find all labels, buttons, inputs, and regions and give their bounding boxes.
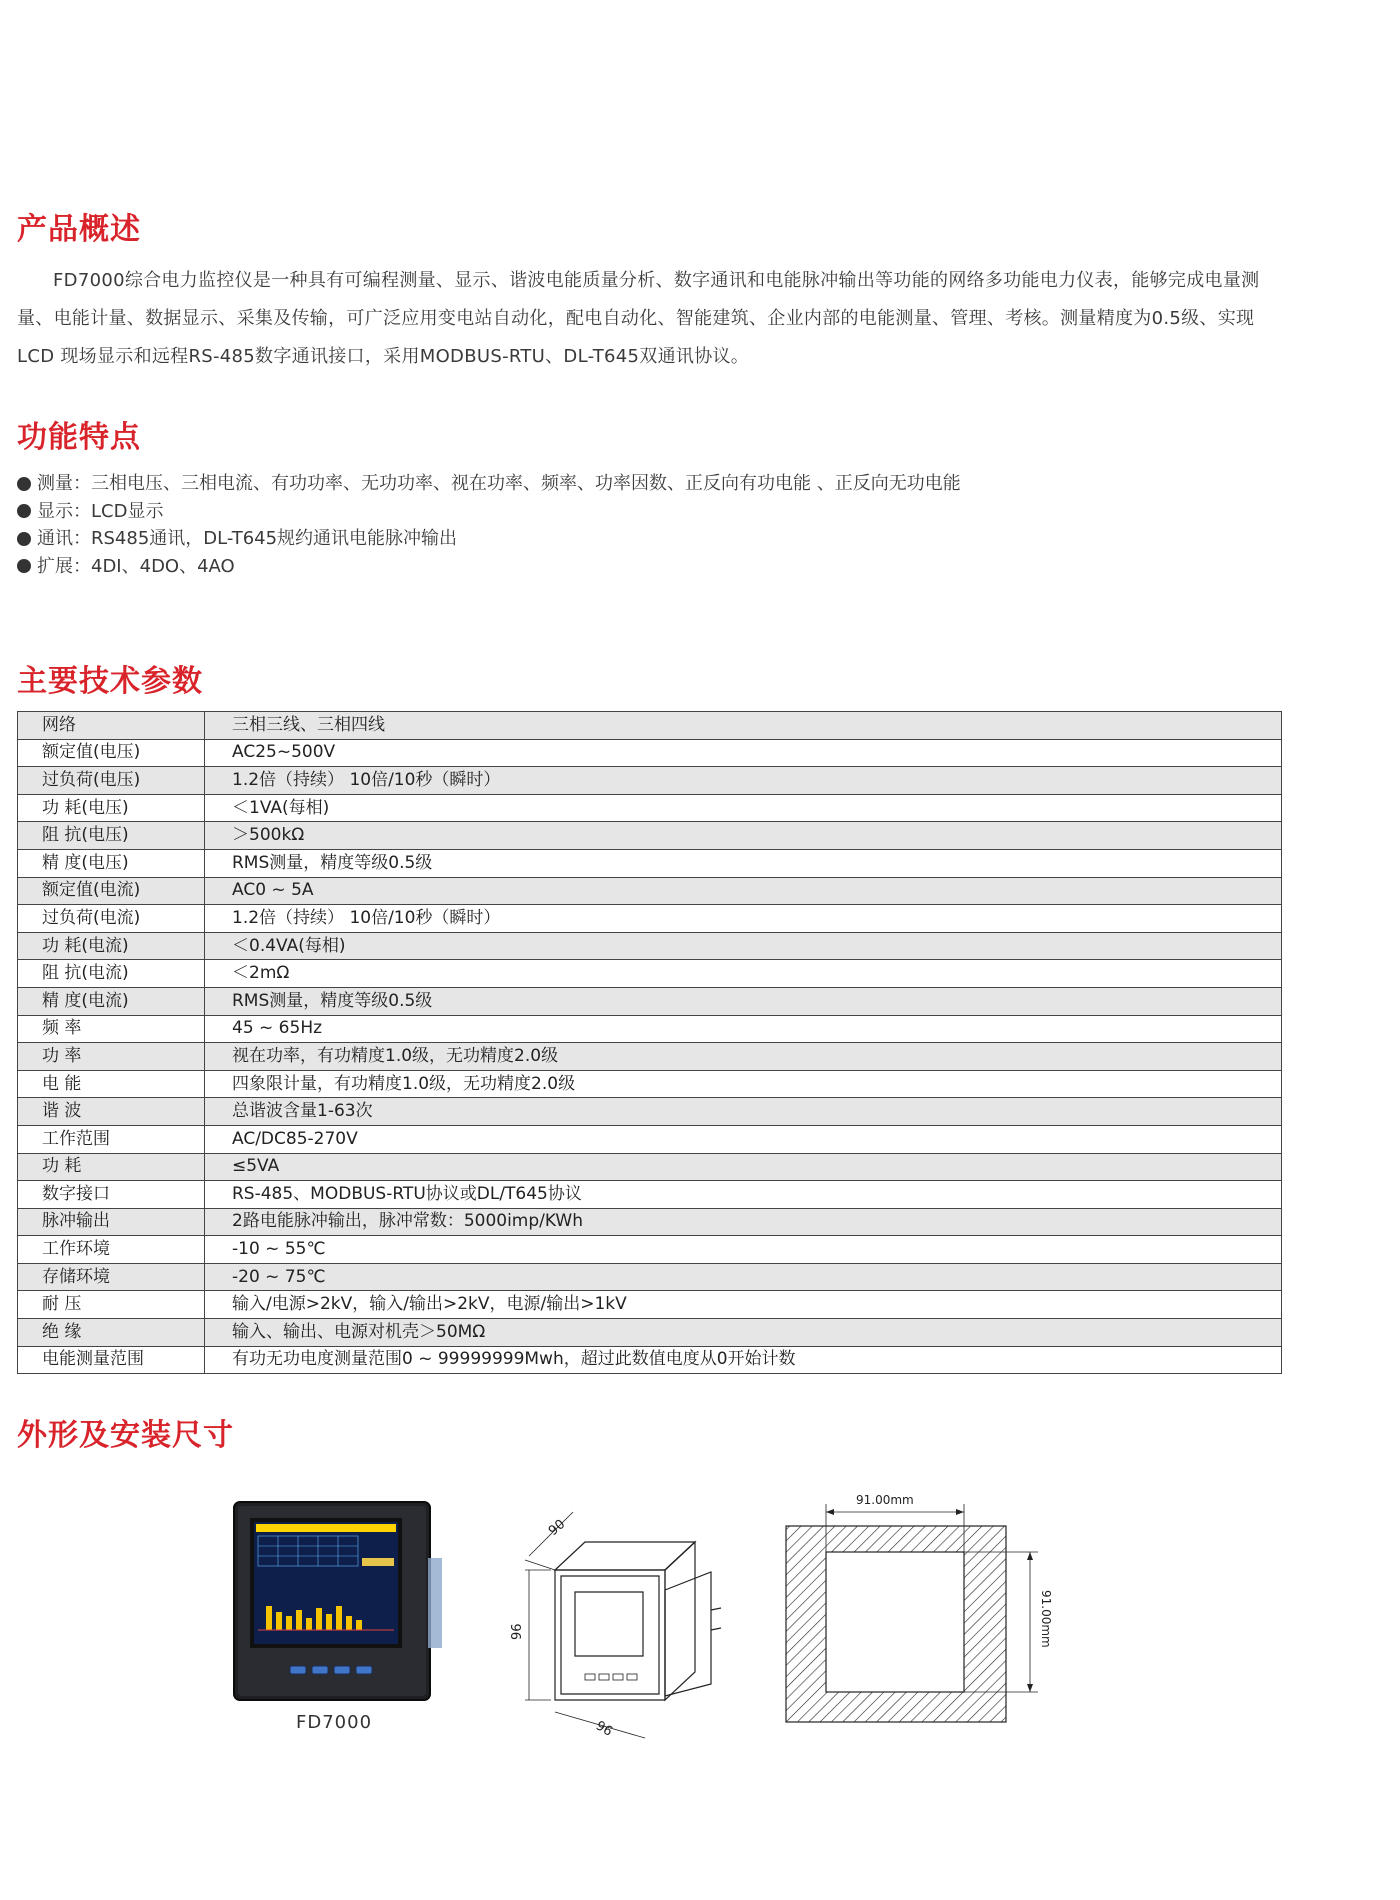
- overview-heading: 产品概述: [17, 212, 141, 247]
- feature-item: 扩展：4DI、4DO、4AO: [17, 553, 961, 581]
- table-row: 存储环境 -20 ~ 75℃: [18, 1263, 1282, 1291]
- iso-dim-top: 90: [545, 1516, 569, 1540]
- table-row: 耐 压 输入/电源>2kV，输入/输出>2kV，电源/输出>1kV: [18, 1291, 1282, 1319]
- cutout-width: 91.00mm: [856, 1493, 914, 1507]
- table-row: 功 率 视在功率，有功精度1.0级，无功精度2.0级: [18, 1043, 1282, 1071]
- table-row: 功 耗(电压) ＜1VA(每相): [18, 794, 1282, 822]
- table-row: 脉冲输出 2路电能脉冲输出，脉冲常数：5000imp/KWh: [18, 1208, 1282, 1236]
- table-row: 阻 抗(电压) ＞500kΩ: [18, 822, 1282, 850]
- bullet-icon: [17, 477, 31, 491]
- table-row: 绝 缘 输入、输出、电源对机壳＞50MΩ: [18, 1319, 1282, 1347]
- table-row: 精 度(电压) RMS测量，精度等级0.5级: [18, 849, 1282, 877]
- table-row: 过负荷(电压) 1.2倍（持续） 10倍/10秒（瞬时）: [18, 767, 1282, 795]
- product-photo: [232, 1498, 444, 1704]
- cutout-drawing: [780, 1490, 1060, 1730]
- isometric-drawing: [510, 1480, 765, 1740]
- bullet-icon: [17, 559, 31, 573]
- bullet-icon: [17, 504, 31, 518]
- cutout-height: 91.00mm: [1039, 1590, 1053, 1648]
- table-row: 电 能 四象限计量，有功精度1.0级，无功精度2.0级: [18, 1070, 1282, 1098]
- table-row: 谐 波 总谐波含量1-63次: [18, 1098, 1282, 1126]
- specs-heading: 主要技术参数: [17, 664, 203, 699]
- bullet-icon: [17, 532, 31, 546]
- spec-table: [17, 711, 1282, 1374]
- table-row: 过负荷(电流) 1.2倍（持续） 10倍/10秒（瞬时）: [18, 905, 1282, 933]
- table-row: 工作环境 -10 ~ 55℃: [18, 1236, 1282, 1264]
- table-row: 工作范围 AC/DC85-270V: [18, 1125, 1282, 1153]
- dimensions-heading: 外形及安装尺寸: [17, 1418, 234, 1453]
- table-row: 网络 三相三线、三相四线: [18, 712, 1282, 740]
- overview-paragraph: FD7000综合电力监控仪是一种具有可编程测量、显示、谐波电能质量分析、数字通讯和电能脉冲输出等功能的网络多功能电力仪表，能够完成电量测量、电能计量、数据显示、采集及传输，可广泛应用变电站自动化，配电自动化、智能建筑、企业内部的电能测量、管理、考核。测量精度为0.5级、实现LCD 现场显示和远程RS-485数字通讯接口，采用MODBUS-RTU、DL-T645双通讯协议。: [17, 270, 1260, 367]
- feature-item: 测量：三相电压、三相电流、有功功率、无功功率、视在功率、频率、功率因数、正反向有功电能 、正反向无功电能: [17, 470, 961, 498]
- table-row: 电能测量范围 有功无功电度测量范围0 ~ 99999999Mwh，超过此数值电度从0开始计数: [18, 1346, 1282, 1374]
- features-list: [17, 470, 961, 580]
- features-heading: 功能特点: [17, 420, 141, 455]
- table-row: 功 耗(电流) ＜0.4VA(每相): [18, 932, 1282, 960]
- product-caption: FD7000: [296, 1712, 373, 1733]
- iso-dim-side: 96: [510, 1623, 525, 1640]
- table-row: 频 率 45 ~ 65Hz: [18, 1015, 1282, 1043]
- table-row: 精 度(电流) RMS测量，精度等级0.5级: [18, 987, 1282, 1015]
- feature-item: 显示：LCD显示: [17, 498, 961, 526]
- table-row: 功 耗 ≤5VA: [18, 1153, 1282, 1181]
- table-row: 数字接口 RS-485、MODBUS-RTU协议或DL/T645协议: [18, 1181, 1282, 1209]
- feature-item: 通讯：RS485通讯，DL-T645规约通讯电能脉冲输出: [17, 525, 961, 553]
- table-row: 额定值(电压) AC25~500V: [18, 739, 1282, 767]
- table-row: 额定值(电流) AC0 ~ 5A: [18, 877, 1282, 905]
- iso-dim-bottom: 96: [593, 1718, 615, 1740]
- table-row: 阻 抗(电流) ＜2mΩ: [18, 960, 1282, 988]
